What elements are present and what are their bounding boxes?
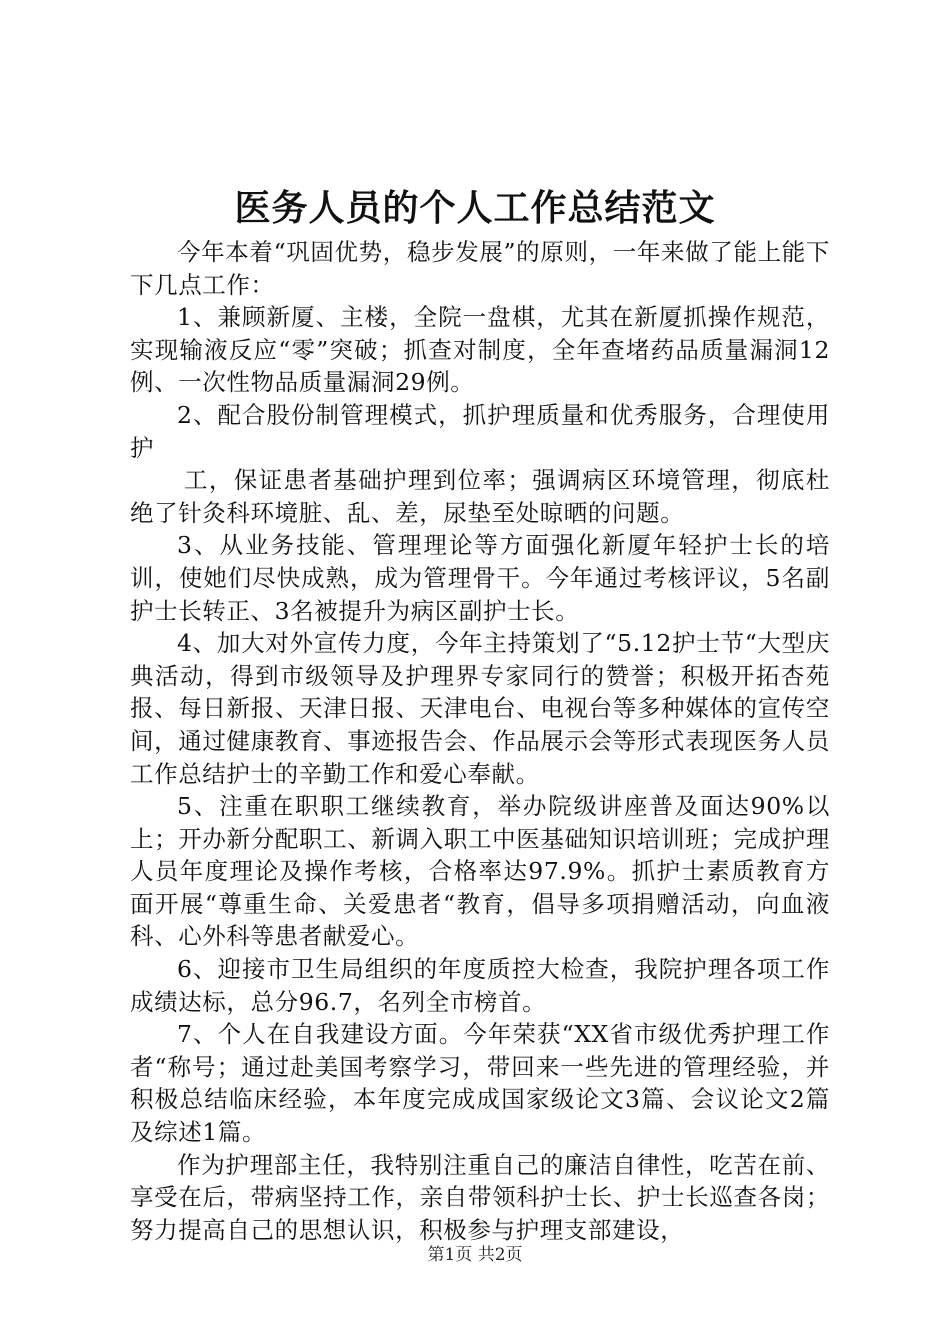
paragraph-item-5: 5、注重在职职工继续教育，举办院级讲座普及面达90%以上；开办新分配职工、新调入职工中医基础知识培训班；完成护理人员年度理论及操作考核，合格率达97.9%。抓护士素质教育方面开展“尊重生命、关爱患者“教育，倡导多项捐赠活动，向血液科、心外科等患者献爱心。 bbox=[130, 792, 830, 951]
paragraph-item-6: 6、迎接市卫生局组织的年度质控大检查，我院护理各项工作成绩达标，总分96.7，名列全市榜首。 bbox=[130, 955, 830, 1016]
paragraph-item-2-continued: 工，保证患者基础护理到位率；强调病区环境管理，彻底杜绝了针灸科环境脏、乱、差，尿垫至处晾晒的问题。 bbox=[130, 466, 830, 527]
page-number-footer: 第1页 共2页 bbox=[427, 1245, 523, 1265]
paragraph-item-3: 3、从业务技能、管理理论等方面强化新厦年轻护士长的培训，使她们尽快成熟，成为管理骨干。今年通过考核评议，5名副护士长转正、3名被提升为病区副护士长。 bbox=[130, 531, 830, 625]
document-title: 医务人员的个人工作总结范文 bbox=[234, 187, 716, 229]
paragraph-item-7: 7、个人在自我建设方面。今年荣获“XX省市级优秀护理工作者“称号；通过赴美国考察学习，带回来一些先进的管理经验，并积极总结临床经验，本年度完成成国家级论文3篇、会议论文2篇及综述1篇。 bbox=[130, 1020, 830, 1147]
paragraph-item-4: 4、加大对外宣传力度，今年主持策划了“5.12护士节“大型庆典活动，得到市级领导及护理界专家同行的赞誉；积极开拓杏苑报、每日新报、天津日报、天津电台、电视台等多种媒体的宣传空间，通过健康教育、事迹报告会、作品展示会等形式表现医务人员工作总结护士的辛勤工作和爱心奉献。 bbox=[130, 629, 830, 788]
paragraph-closing: 作为护理部主任，我特别注重自己的廉洁自律性，吃苦在前、享受在后，带病坚持工作，亲自带领科护士长、护士长巡查各岗；努力提高自己的思想认识，积极参与护理支部建设， bbox=[130, 1150, 830, 1244]
paragraph-item-1: 1、兼顾新厦、主楼，全院一盘棋，尤其在新厦抓操作规范，实现输液反应“零”突破；抓查对制度，全年查堵药品质量漏洞12例、一次性物品质量漏洞29例。 bbox=[130, 303, 830, 397]
paragraph-item-2: 2、配合股份制管理模式，抓护理质量和优秀服务，合理使用护 bbox=[130, 400, 830, 462]
paragraph-intro: 今年本着“巩固优势，稳步发展”的原则，一年来做了能上能下下几点工作： bbox=[130, 238, 830, 299]
document-body bbox=[130, 236, 830, 1246]
